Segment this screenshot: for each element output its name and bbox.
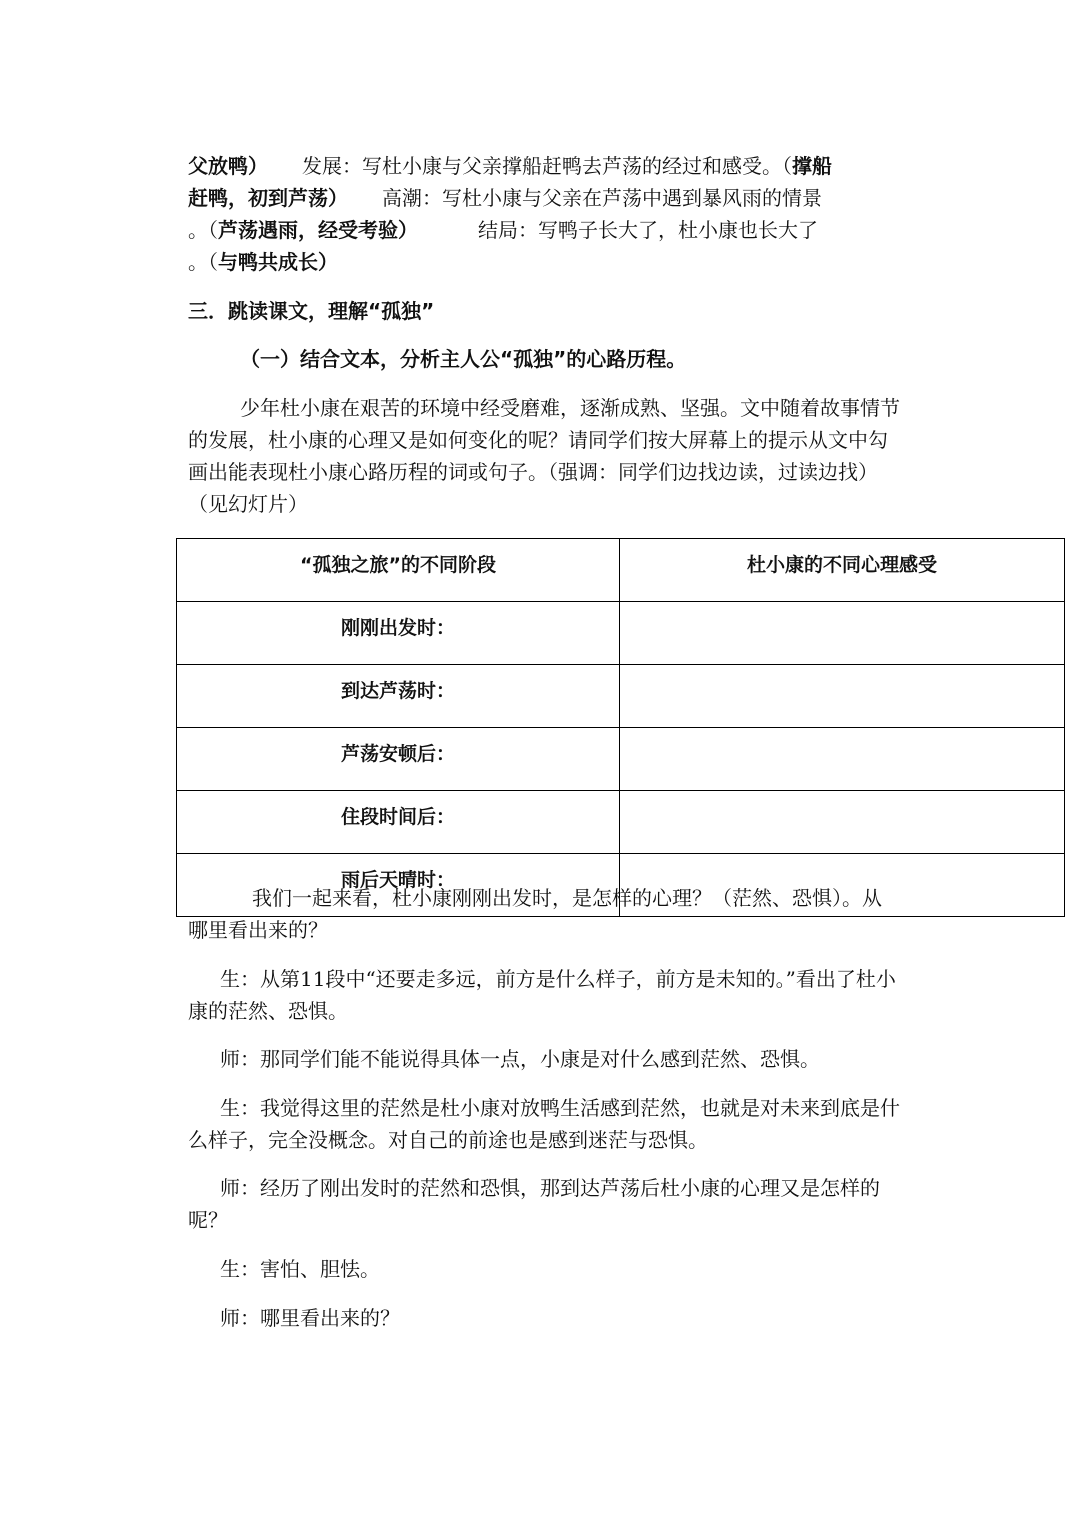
structure-paragraph (188, 150, 900, 278)
intro-paragraph: 少年杜小康在艰苦的环境中经受磨难，逐渐成熟、坚强。文中随着故事情节的发展，杜小康的心理又是如何变化的呢？请同学们按大屏幕上的提示从文中勾画出能表现杜小康心路历程的词或句子。（强调：同学们边找边读，过读边找）（见幻灯片） (188, 396, 900, 516)
structure-label-ending: 与鸭共成长） (218, 250, 338, 274)
stage-cell: 雨后天晴时： (177, 854, 620, 917)
dialogue-paragraph-2: 生：从第11段中“还要走多远，前方是什么样子，前方是未知的。”看出了杜小康的茫然、恐惧。 (188, 967, 896, 1023)
subsection1-title: （一）结合文本，分析主人公“孤独”的心路历程。 (240, 347, 687, 371)
table-row (177, 602, 1065, 665)
dialogue-paragraph-7: 师：哪里看出来的？ (220, 1306, 400, 1330)
structure-climax: 高潮：写杜小康与父亲在芦荡中遇到暴风雨的情景 (382, 186, 822, 210)
structure-label-development-part1: 撑船 (792, 154, 832, 178)
structure-label-development-part2: 赶鸭，初到芦荡） (188, 186, 348, 210)
dialogue-paragraph-3: 师：那同学们能不能说得具体一点，小康是对什么感到茫然、恐惧。 (220, 1047, 820, 1071)
table-header-stage: “孤独之旅”的不同阶段 (177, 539, 620, 602)
table-row (177, 791, 1065, 854)
structure-punct-2: 。（ (188, 250, 218, 274)
stage-cell: 到达芦荡时： (177, 665, 620, 728)
dialogue-paragraph-4: 生：我觉得这里的茫然是杜小康对放鸭生活感到茫然，也就是对未来到底是什么样子，完全没概念。对自己的前途也是感到迷茫与恐惧。 (188, 1096, 900, 1152)
stage-cell: 刚刚出发时： (177, 602, 620, 665)
structure-label-opening: 父放鸭） (188, 154, 268, 178)
table-header-feeling: 杜小康的不同心理感受 (620, 539, 1065, 602)
table-row (177, 728, 1065, 791)
feeling-cell (620, 728, 1065, 791)
dialogue-paragraph-5: 师：经历了刚出发时的茫然和恐惧，那到达芦荡后杜小康的心理又是怎样的呢？ (188, 1176, 880, 1232)
table-row (177, 665, 1065, 728)
structure-punct-1: 。（ (188, 218, 218, 242)
dialogue-paragraph-1: 我们一起来看，杜小康刚刚出发时，是怎样的心理？（茫然、恐惧）。从哪里看出来的？ (188, 886, 882, 942)
feeling-cell (620, 791, 1065, 854)
dialogue-paragraph-6: 生：害怕、胆怯。 (220, 1257, 380, 1281)
stages-table (176, 538, 1065, 917)
stage-cell: 住段时间后： (177, 791, 620, 854)
section3-title: 三．跳读课文，理解“孤独” (188, 299, 435, 323)
feeling-cell (620, 665, 1065, 728)
structure-label-climax: 芦荡遇雨，经受考验） (218, 218, 418, 242)
table-header-row (177, 539, 1065, 602)
feeling-cell (620, 602, 1065, 665)
stage-cell: 芦荡安顿后： (177, 728, 620, 791)
structure-development: 发展：写杜小康与父亲撑船赶鸭去芦荡的经过和感受。（ (302, 154, 792, 178)
structure-ending: 结局：写鸭子长大了，杜小康也长大了 (478, 218, 818, 242)
